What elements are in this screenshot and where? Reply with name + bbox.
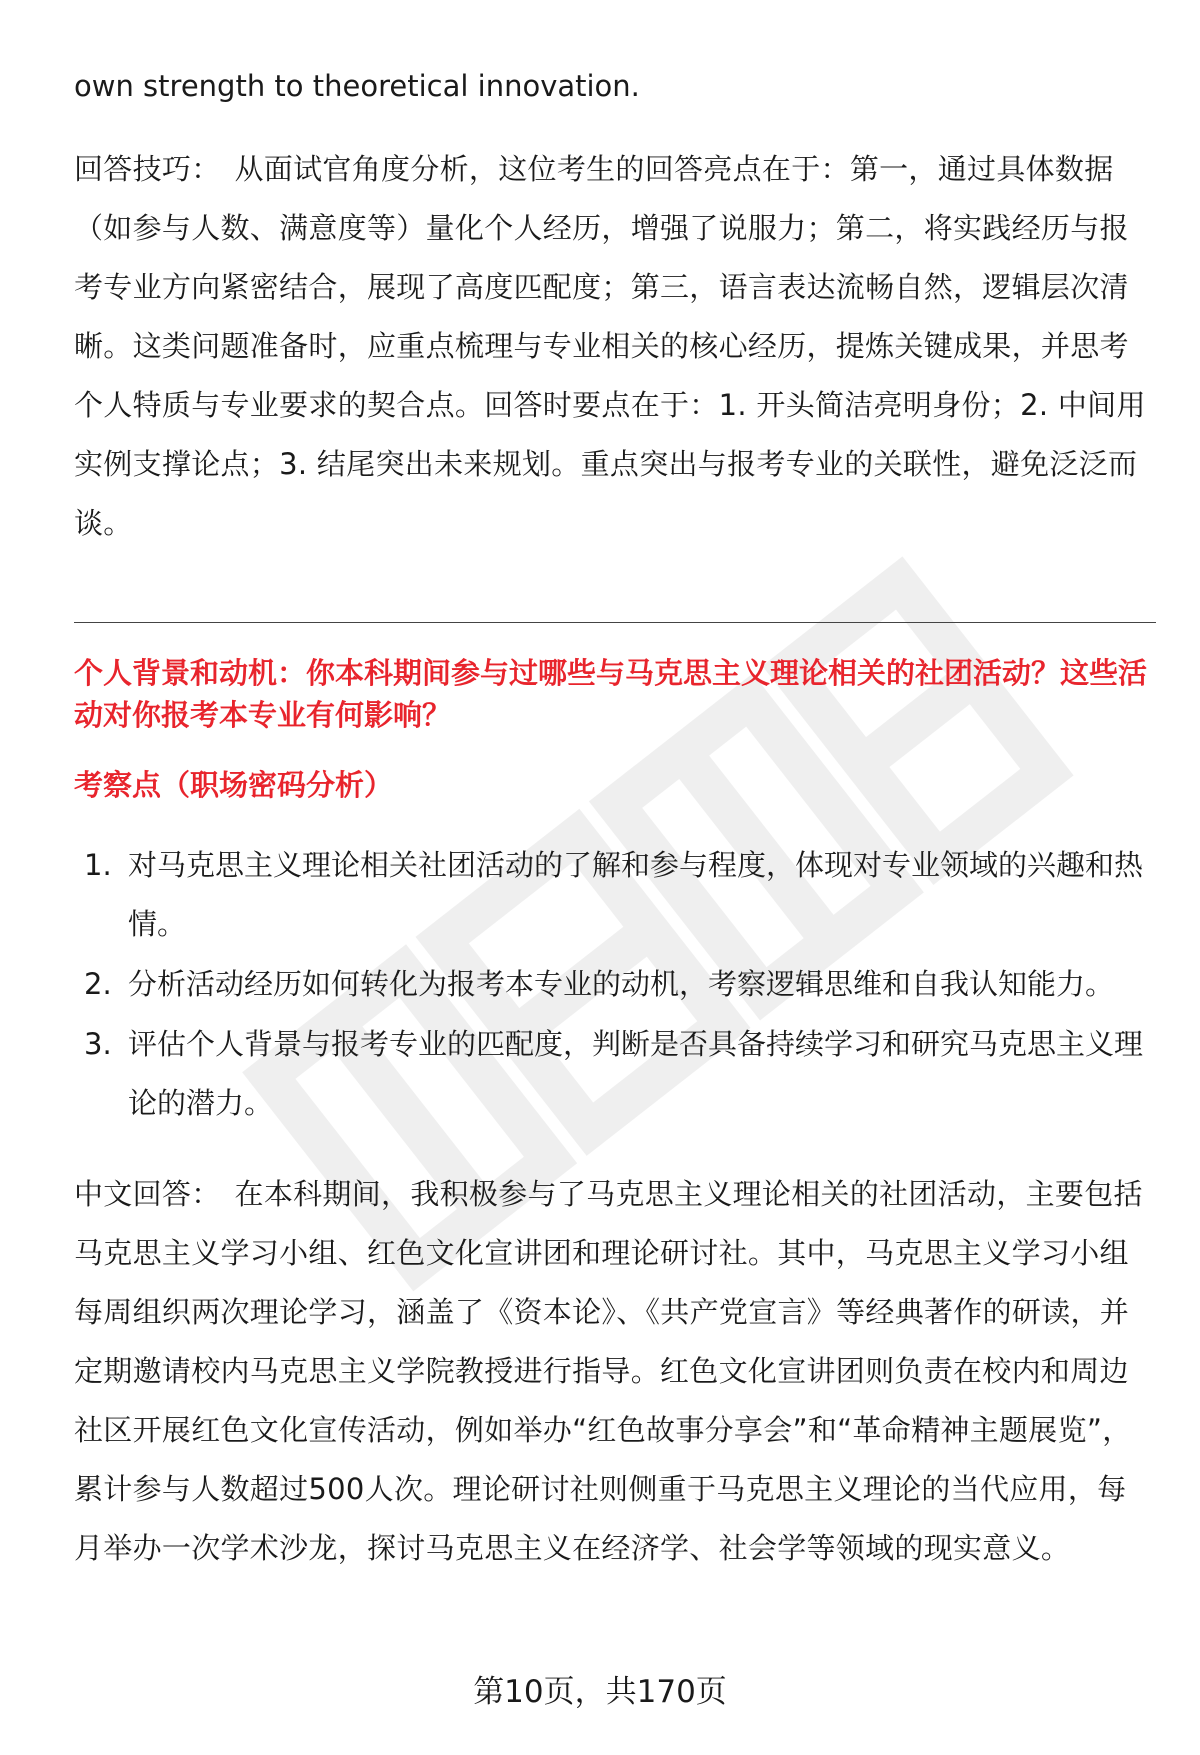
interview-question: 个人背景和动机：你本科期间参与过哪些与马克思主义理论相关的社团活动？这些活动对你报考本专业有何影响？ bbox=[74, 656, 1148, 732]
list-item bbox=[74, 955, 1156, 1014]
answer-tips-paragraph bbox=[74, 140, 1154, 553]
assessment-list bbox=[74, 836, 1156, 1134]
chinese-answer-label: 中文回答： bbox=[74, 1177, 221, 1211]
list-item bbox=[74, 1015, 1156, 1133]
list-item-number: 2. bbox=[84, 967, 112, 1001]
chinese-answer-text: 在本科期间，我积极参与了马克思主义理论相关的社团活动，主要包括马克思主义学习小组、红色文化宣讲团和理论研讨社。其中，马克思主义学习小组每周组织两次理论学习，涵盖了《资本论》、《共产党宣言》等经典著作的研读，并定期邀请校内马克思主义学院教授进行指导。红色文化宣讲团则负责在校内和周边社区开展红色文化宣传活动，例如举办“红色故事分享会”和“革命精神主题展览”，累计参与人数超过500人次。理论研讨社则侧重于马克思主义理论的当代应用，每月举办一次学术沙龙，探讨马克思主义在经济学、社会学等领域的现实意义。 bbox=[74, 1177, 1143, 1565]
section-divider bbox=[74, 622, 1156, 623]
assessment-title: 考察点（职场密码分析） bbox=[74, 768, 394, 802]
list-item-text: 对马克思主义理论相关社团活动的了解和参与程度，体现对专业领域的兴趣和热情。 bbox=[128, 848, 1144, 941]
list-item-text: 评估个人背景与报考专业的匹配度，判断是否具备持续学习和研究马克思主义理论的潜力。 bbox=[128, 1027, 1144, 1120]
list-item-text: 分析活动经历如何转化为报考本专业的动机，考察逻辑思维和自我认知能力。 bbox=[128, 967, 1115, 1001]
page-number-footer: 第10页，共170页 bbox=[473, 1674, 727, 1710]
list-item bbox=[74, 836, 1156, 954]
answer-tips-text: 从面试官角度分析，这位考生的回答亮点在于：第一，通过具体数据（如参与人数、满意度等）量化个人经历，增强了说服力；第二，将实践经历与报考专业方向紧密结合，展现了高度匹配度；第三，语言表达流畅自然，逻辑层次清晰。这类问题准备时，应重点梳理与专业相关的核心经历，提炼关键成果，并思考个人特质与专业要求的契合点。回答时要点在于：1. 开头简洁亮明身份；2. 中间用实例支撑论点；3. 结尾突出未来规划。重点突出与报考专业的关联性，避免泛泛而谈。 bbox=[74, 152, 1146, 540]
chinese-answer-paragraph bbox=[74, 1165, 1154, 1578]
list-item-number: 3. bbox=[84, 1027, 112, 1061]
list-item-number: 1. bbox=[84, 848, 112, 882]
continued-english-text: own strength to theoretical innovation. bbox=[74, 69, 640, 103]
answer-tips-label: 回答技巧： bbox=[74, 152, 221, 186]
